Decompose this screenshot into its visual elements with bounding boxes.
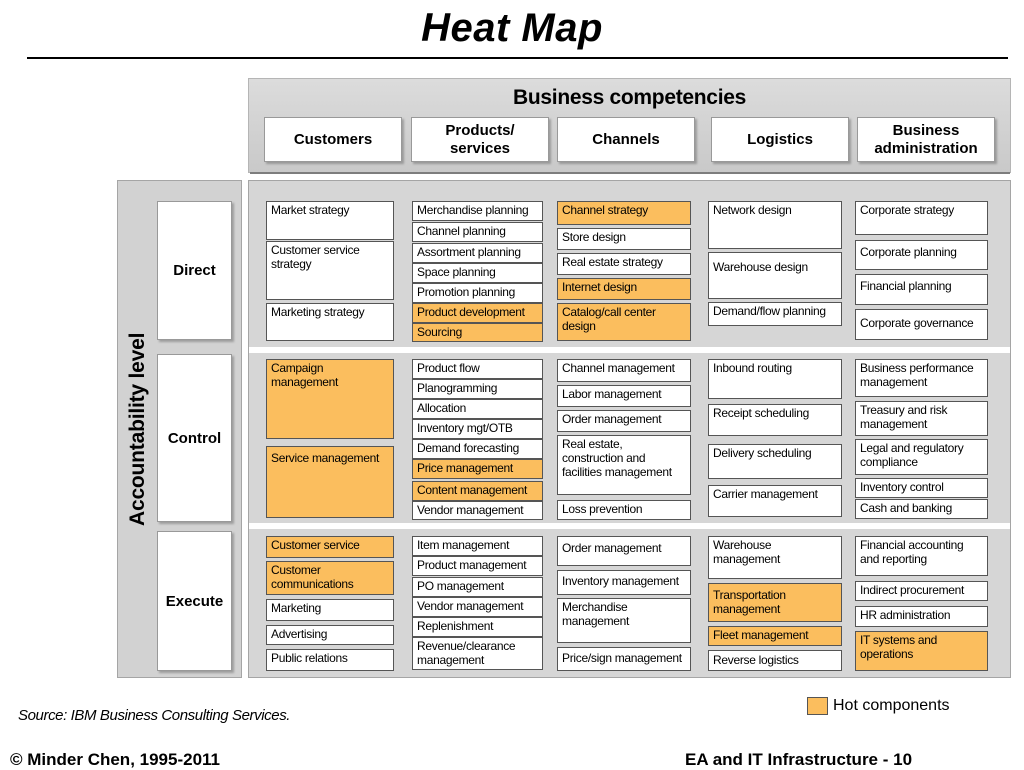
row-label-control: Control	[157, 354, 232, 522]
cell-marketing-strategy: Marketing strategy	[266, 303, 394, 341]
row-separator	[249, 523, 1010, 529]
cell-order-management-execute: Order management	[557, 536, 691, 566]
cell-channel-strategy: Channel strategy	[557, 201, 691, 225]
cell-real-estate-strategy: Real estate strategy	[557, 253, 691, 275]
cell-promotion-planning: Promotion planning	[412, 283, 543, 303]
cell-order-management-control: Order management	[557, 410, 691, 432]
row-label-execute: Execute	[157, 531, 232, 671]
cell-corporate-planning: Corporate planning	[855, 240, 988, 270]
cell-price-management: Price management	[412, 459, 543, 479]
cell-inbound-routing: Inbound routing	[708, 359, 842, 399]
cell-demand-forecasting: Demand forecasting	[412, 439, 543, 459]
cell-merchandise-planning: Merchandise planning	[412, 201, 543, 221]
cell-indirect-procurement: Indirect procurement	[855, 581, 988, 601]
cell-channel-management: Channel management	[557, 359, 691, 382]
cell-business-performance-management: Business performance management	[855, 359, 988, 397]
row-label-direct: Direct	[157, 201, 232, 340]
cell-vendor-management-execute: Vendor management	[412, 597, 543, 617]
cell-corporate-governance: Corporate governance	[855, 309, 988, 340]
cell-cash-and-banking: Cash and banking	[855, 499, 988, 519]
cell-loss-prevention: Loss prevention	[557, 500, 691, 520]
cell-campaign-management: Campaign management	[266, 359, 394, 439]
cell-inventory-control: Inventory control	[855, 478, 988, 498]
cell-warehouse-management: Warehouse management	[708, 536, 842, 579]
cell-it-systems-operations: IT systems and operations	[855, 631, 988, 671]
cell-item-management: Item management	[412, 536, 543, 556]
cell-price-sign-management: Price/sign management	[557, 647, 691, 671]
accountability-label: Accountability level	[126, 332, 149, 526]
cell-product-flow: Product flow	[412, 359, 543, 379]
cell-financial-planning: Financial planning	[855, 274, 988, 305]
cell-carrier-management: Carrier management	[708, 485, 842, 517]
footer-slide-number: EA and IT Infrastructure - 10	[685, 750, 913, 769]
cell-channel-planning: Channel planning	[412, 222, 543, 242]
cell-labor-management: Labor management	[557, 385, 691, 407]
cell-allocation: Allocation	[412, 399, 543, 419]
cell-catalog-call-center-design: Catalog/call center design	[557, 303, 691, 341]
source-note: Source: IBM Business Consulting Services.	[18, 707, 291, 724]
legend-swatch	[807, 697, 828, 715]
column-header-products: Products/ services	[411, 117, 549, 162]
cell-hr-administration: HR administration	[855, 606, 988, 627]
cell-product-management: Product management	[412, 556, 543, 576]
column-header-admin: Business administration	[857, 117, 995, 162]
cell-content-management: Content management	[412, 481, 543, 501]
cell-customer-service-strategy: Customer service strategy	[266, 241, 394, 300]
footer-copyright: © Minder Chen, 1995-2011	[10, 750, 221, 769]
cell-demand-flow-planning: Demand/flow planning	[708, 302, 842, 326]
cell-real-estate-construction: Real estate, construction and facilities management	[557, 435, 691, 495]
cell-public-relations: Public relations	[266, 649, 394, 671]
cell-assortment-planning: Assortment planning	[412, 243, 543, 263]
header-baseline	[250, 172, 1010, 174]
cell-market-strategy: Market strategy	[266, 201, 394, 240]
cell-replenishment: Replenishment	[412, 617, 543, 637]
title-divider	[27, 57, 1008, 59]
cell-service-management: Service management	[266, 446, 394, 518]
cell-vendor-management: Vendor management	[412, 501, 543, 520]
cell-po-management: PO management	[412, 577, 543, 597]
cell-reverse-logistics: Reverse logistics	[708, 650, 842, 671]
cell-financial-accounting-reporting: Financial accounting and reporting	[855, 536, 988, 576]
cell-customer-communications: Customer communications	[266, 561, 394, 595]
cell-advertising: Advertising	[266, 625, 394, 645]
cell-product-development: Product development	[412, 303, 543, 323]
cell-warehouse-design: Warehouse design	[708, 252, 842, 299]
cell-space-planning: Space planning	[412, 263, 543, 283]
cell-planogramming: Planogramming	[412, 379, 543, 399]
cell-delivery-scheduling: Delivery scheduling	[708, 444, 842, 479]
row-separator	[249, 347, 1010, 353]
cell-receipt-scheduling: Receipt scheduling	[708, 404, 842, 436]
cell-transportation-management: Transportation management	[708, 583, 842, 622]
cell-merchandise-management: Merchandise management	[557, 598, 691, 643]
slide-title: Heat Map	[421, 6, 603, 50]
cell-inventory-management: Inventory management	[557, 570, 691, 595]
column-header-logistics: Logistics	[711, 117, 849, 162]
column-header-channels: Channels	[557, 117, 695, 162]
cell-inventory-mgt-otb: Inventory mgt/OTB	[412, 419, 543, 439]
cell-internet-design: Internet design	[557, 278, 691, 300]
cell-store-design: Store design	[557, 228, 691, 250]
cell-revenue-clearance-management: Revenue/clearance management	[412, 637, 543, 670]
cell-network-design: Network design	[708, 201, 842, 249]
cell-marketing: Marketing	[266, 599, 394, 621]
cell-corporate-strategy: Corporate strategy	[855, 201, 988, 235]
cell-customer-service: Customer service	[266, 536, 394, 558]
cell-legal-regulatory-compliance: Legal and regulatory compliance	[855, 439, 988, 475]
cell-fleet-management: Fleet management	[708, 626, 842, 646]
cell-sourcing: Sourcing	[412, 323, 543, 342]
cell-treasury-risk-management: Treasury and risk management	[855, 401, 988, 436]
competencies-title: Business competencies	[513, 86, 746, 109]
column-header-customers: Customers	[264, 117, 402, 162]
legend-label: Hot components	[833, 697, 950, 714]
